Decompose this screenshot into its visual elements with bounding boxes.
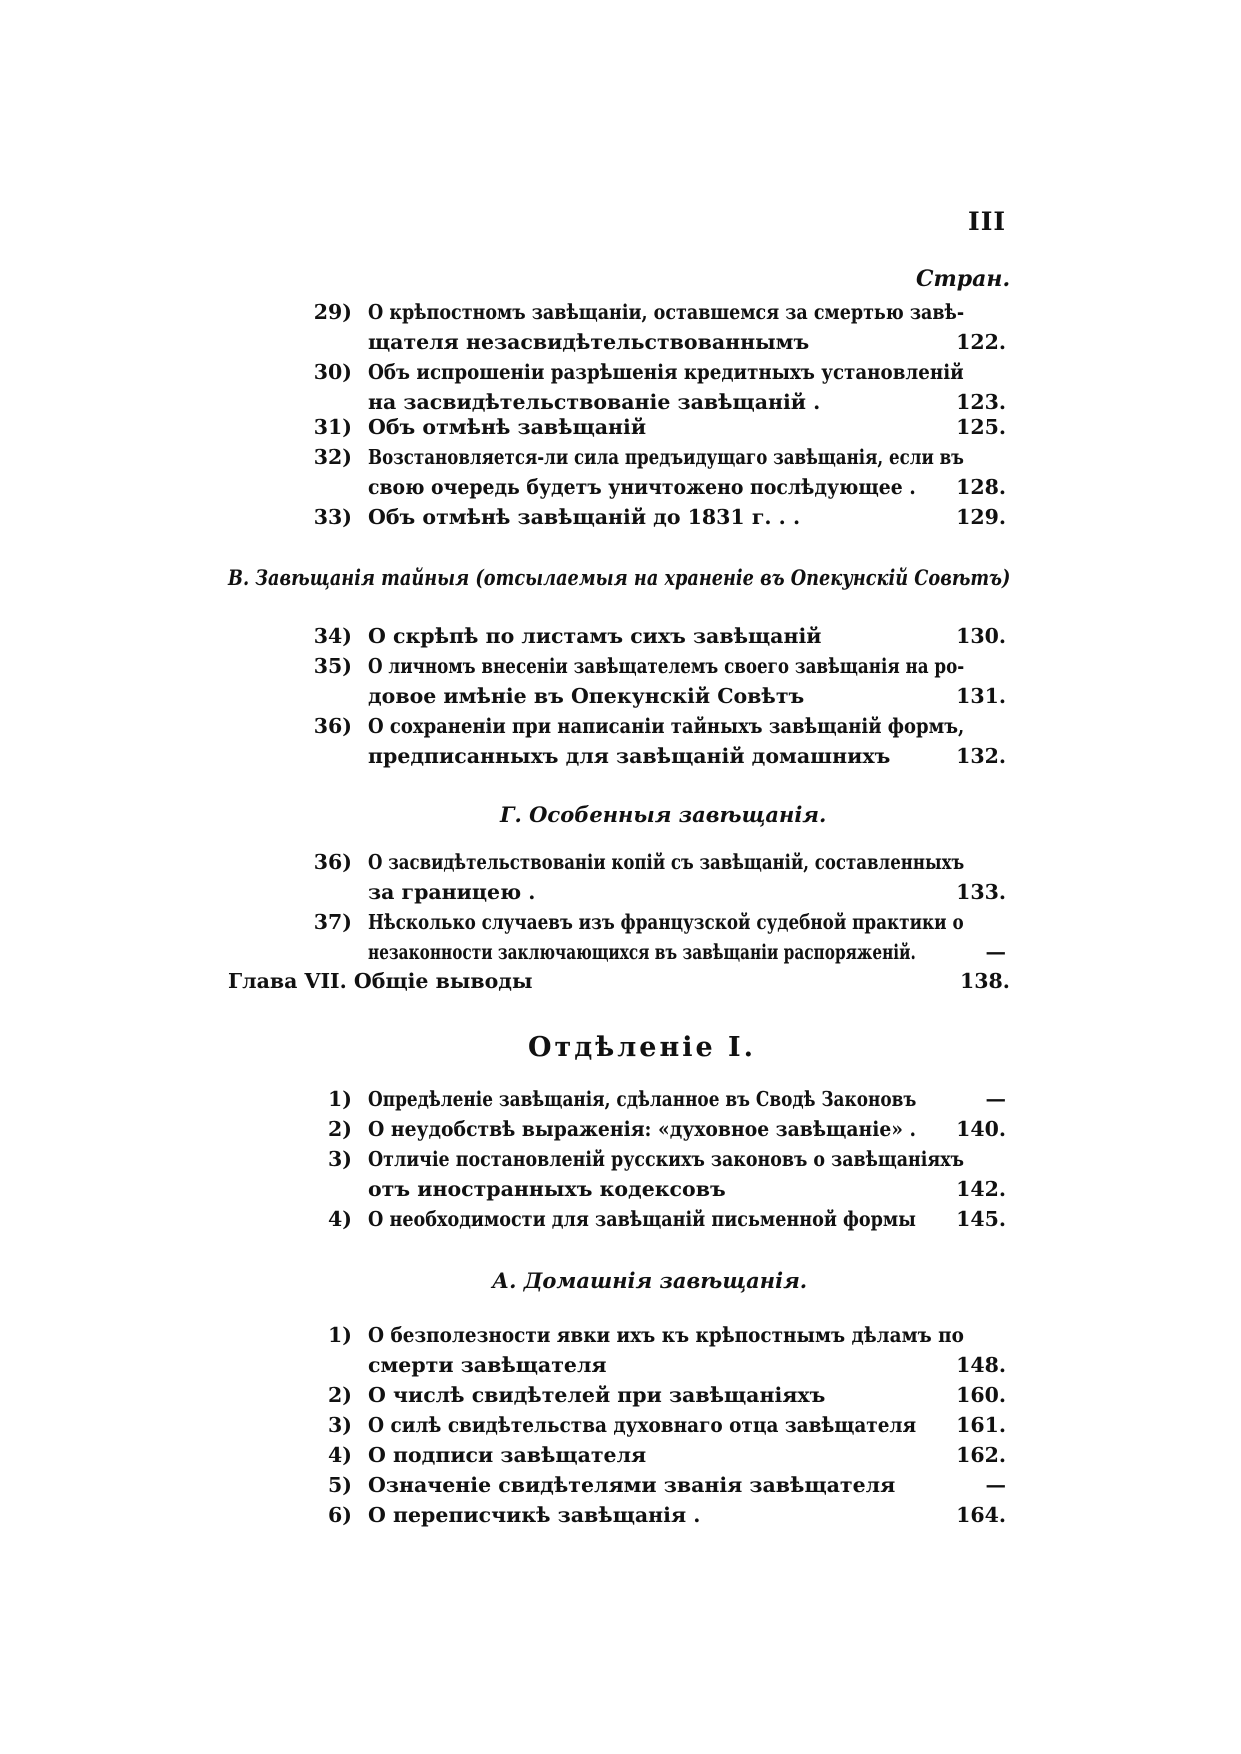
toc-entry-text: О личномъ внесеніи завѣщателемъ своего завѣщанія на ро- xyxy=(368,654,965,678)
section-heading-v: В. Завѣщанія тайныя (отсылаемыя на храненіе въ Опекунскій Совѣтъ) xyxy=(228,565,1011,590)
division-title: Отдѣленіе I. xyxy=(528,1032,757,1063)
toc-entry-number: 34) xyxy=(313,624,352,648)
toc-entry-page: 133. xyxy=(956,880,1006,904)
chapter-page: 138. xyxy=(960,969,1010,993)
section-heading-g: Г. Особенныя завѣщанія. xyxy=(500,802,827,827)
toc-entry-page: 148. xyxy=(956,1353,1006,1377)
toc-entry-text: Опредѣленіе завѣщанія, сдѣланное въ Сводѣ Законовъ xyxy=(368,1087,917,1111)
toc-entry-text: Нѣсколько случаевъ изъ французской судебной практики о xyxy=(368,910,964,934)
toc-entry-number: 3) xyxy=(328,1413,352,1437)
toc-entry-number: 3) xyxy=(328,1147,352,1171)
toc-entry-page: — xyxy=(985,1473,1006,1497)
toc-entry-page: 130. xyxy=(956,624,1006,648)
toc-entry-text: за границею . xyxy=(368,880,536,904)
toc-entry-number: 1) xyxy=(328,1087,352,1111)
toc-entry-number: 32) xyxy=(313,445,352,469)
toc-entry-number: 35) xyxy=(313,654,352,678)
toc-entry-page: — xyxy=(985,1087,1006,1111)
toc-entry-number: 1) xyxy=(328,1323,352,1347)
toc-entry-text: Означеніе свидѣтелями званія завѣщателя xyxy=(368,1473,896,1497)
toc-entry-page: 125. xyxy=(956,415,1006,439)
toc-entry-text: О неудобствѣ выраженія: «духовное завѣщаніе» . xyxy=(368,1117,917,1141)
toc-entry-text: довое имѣніе въ Опекунскій Совѣтъ xyxy=(368,684,805,708)
toc-entry-number: 4) xyxy=(328,1443,352,1467)
toc-entry-text: смерти завѣщателя xyxy=(368,1353,607,1377)
toc-entry-number: 30) xyxy=(313,360,352,384)
toc-entry-text: Объ испрошеніи разрѣшенія кредитныхъ установленій xyxy=(368,360,964,384)
pages-column-header: Стран. xyxy=(916,266,1011,292)
chapter-label: Глава VII. Общіе выводы xyxy=(228,969,533,993)
toc-entry-text: О засвидѣтельствованіи копій съ завѣщаній, составленныхъ xyxy=(368,850,965,874)
toc-entry-text: Отличіе постановленій русскихъ законовъ о завѣщаніяхъ xyxy=(368,1147,965,1171)
toc-entry-page: 129. xyxy=(956,505,1006,529)
toc-entry-page: 132. xyxy=(956,744,1006,768)
toc-entry-number: 6) xyxy=(328,1503,352,1527)
toc-entry-number: 36) xyxy=(313,714,352,738)
toc-entry-number: 33) xyxy=(313,505,352,529)
toc-entry-number: 31) xyxy=(313,415,352,439)
toc-entry-text: щателя незасвидѣтельствованнымъ xyxy=(368,330,810,354)
toc-entry-text: Объ отмѣнѣ завѣщаній xyxy=(368,415,647,439)
toc-entry-page: 161. xyxy=(956,1413,1006,1437)
toc-entry-page: 128. xyxy=(956,475,1006,499)
toc-entry-page: 162. xyxy=(956,1443,1006,1467)
toc-entry-text: О числѣ свидѣтелей при завѣщаніяхъ xyxy=(368,1383,826,1407)
toc-entry-text: Возстановляется-ли сила предъидущаго завѣщанія, если въ xyxy=(368,445,964,469)
toc-entry-number: 2) xyxy=(328,1383,352,1407)
toc-entry-text: О скрѣпѣ по листамъ сихъ завѣщаній xyxy=(368,624,822,648)
toc-entry-number: 29) xyxy=(313,300,352,324)
toc-entry-number: 5) xyxy=(328,1473,352,1497)
toc-entry-text: свою очередь будетъ уничтожено послѣдующее . xyxy=(368,475,916,499)
toc-entry-page: 142. xyxy=(956,1177,1006,1201)
toc-entry-page: — xyxy=(985,940,1006,964)
toc-entry-page: 160. xyxy=(956,1383,1006,1407)
toc-entry-page: 123. xyxy=(956,390,1006,414)
toc-entry-page: 145. xyxy=(956,1207,1006,1231)
toc-entry-number: 4) xyxy=(328,1207,352,1231)
toc-entry-number: 37) xyxy=(313,910,352,934)
toc-entry-text: О безполезности явки ихъ къ крѣпостнымъ дѣламъ по xyxy=(368,1323,964,1347)
toc-entry-page: 140. xyxy=(956,1117,1006,1141)
toc-entry-text: О сохраненіи при написаніи тайныхъ завѣщаній формъ, xyxy=(368,714,965,738)
toc-entry-text: О необходимости для завѣщаній письменной формы xyxy=(368,1207,916,1231)
toc-entry-text: О крѣпостномъ завѣщаніи, оставшемся за смертью завѣ- xyxy=(368,300,965,324)
section-heading-a: А. Домашнія завѣщанія. xyxy=(492,1268,808,1293)
toc-entry-text: на засвидѣтельствованіе завѣщаній . xyxy=(368,390,821,414)
toc-entry-text: О силѣ свидѣтельства духовнаго отца завѣщателя xyxy=(368,1413,917,1437)
toc-entry-page: 122. xyxy=(956,330,1006,354)
toc-entry-number: 2) xyxy=(328,1117,352,1141)
toc-entry-text: незаконности заключающихся въ завѣщаніи распоряженій. xyxy=(368,940,916,964)
toc-entry-number: 36) xyxy=(313,850,352,874)
toc-entry-text: Объ отмѣнѣ завѣщаній до 1831 г. . . xyxy=(368,505,801,529)
toc-entry-text: предписанныхъ для завѣщаній домашнихъ xyxy=(368,744,891,768)
toc-entry-text: О подписи завѣщателя xyxy=(368,1443,647,1467)
toc-entry-text: отъ иностранныхъ кодексовъ xyxy=(368,1177,726,1201)
toc-entry-page: 131. xyxy=(956,684,1006,708)
toc-entry-text: О переписчикѣ завѣщанія . xyxy=(368,1503,701,1527)
page-number: III xyxy=(968,207,1007,236)
toc-entry-page: 164. xyxy=(956,1503,1006,1527)
